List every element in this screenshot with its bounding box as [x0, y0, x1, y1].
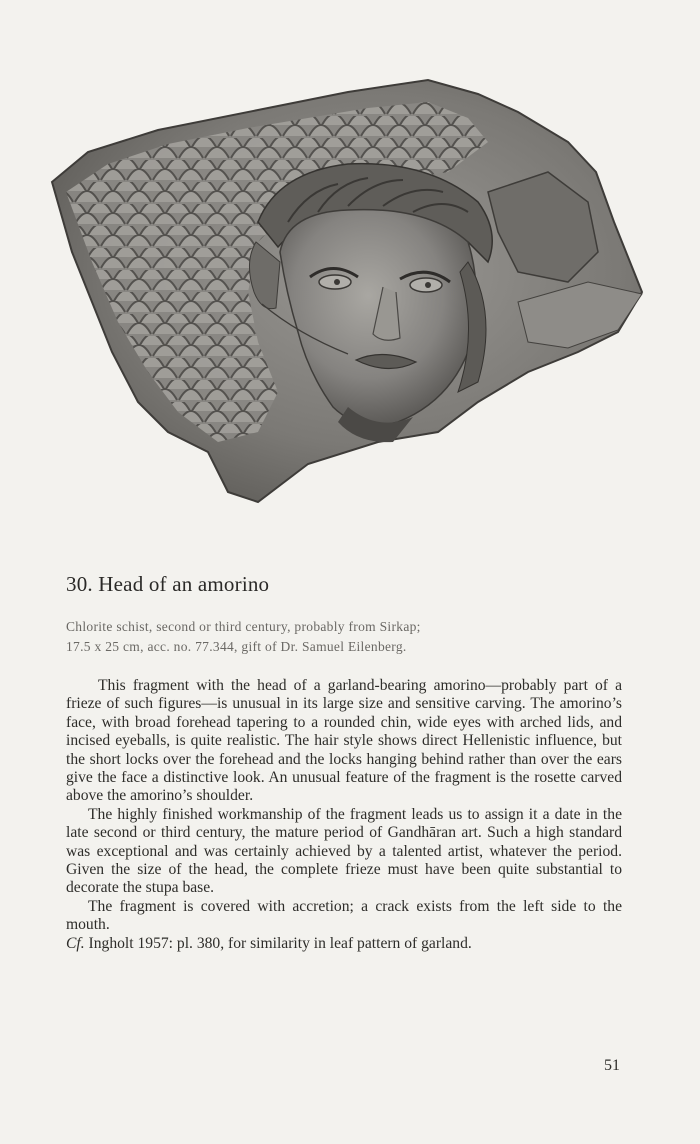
body-paragraph: This fragment with the head of a garland-bearing amorino—probably part of a frieze of such figures—is unusual in its large size and sensitive carving. The amorino’s face, with broad forehead tapering to a rounded chin, wide eyes with arched lids, and incised eyeballs, is quite realistic. The hair style shows direct Hellenistic influence, but the short locks over the forehead and the locks hanging behind rather than over the ears give the face a distinctive look. An unusual feature of the fragment is the rosette carved above the amorino’s shoulder.	[66, 677, 622, 805]
reference-note	[66, 935, 622, 953]
reference-text: Ingholt 1957: pl. 380, for similarity in leaf pattern of garland.	[84, 934, 472, 952]
sculpture-photo	[48, 72, 648, 512]
object-caption	[66, 617, 626, 657]
entry-body	[66, 677, 622, 953]
entry-title: 30. Head of an amorino	[66, 572, 270, 596]
caption-line: 17.5 x 25 cm, acc. no. 77.344, gift of Dr. Samuel Eilenberg.	[66, 639, 407, 654]
page-number: 51	[604, 1057, 620, 1074]
body-paragraph: The fragment is covered with accretion; a crack exists from the left side to the mouth.	[66, 897, 622, 934]
reference-cf: Cf.	[66, 934, 85, 952]
caption-line: Chlorite schist, second or third century, probably from Sirkap;	[66, 619, 421, 634]
body-paragraph: The highly finished workmanship of the fragment leads us to assign it a date in the late second or third century, the mature period of Gandhāran art. Such a high standard was exceptional and was certainly achieved by a talented artist, whatever the period. Given the size of the head, the complete frieze must have been quite substantial to decorate the stupa base.	[66, 805, 622, 897]
